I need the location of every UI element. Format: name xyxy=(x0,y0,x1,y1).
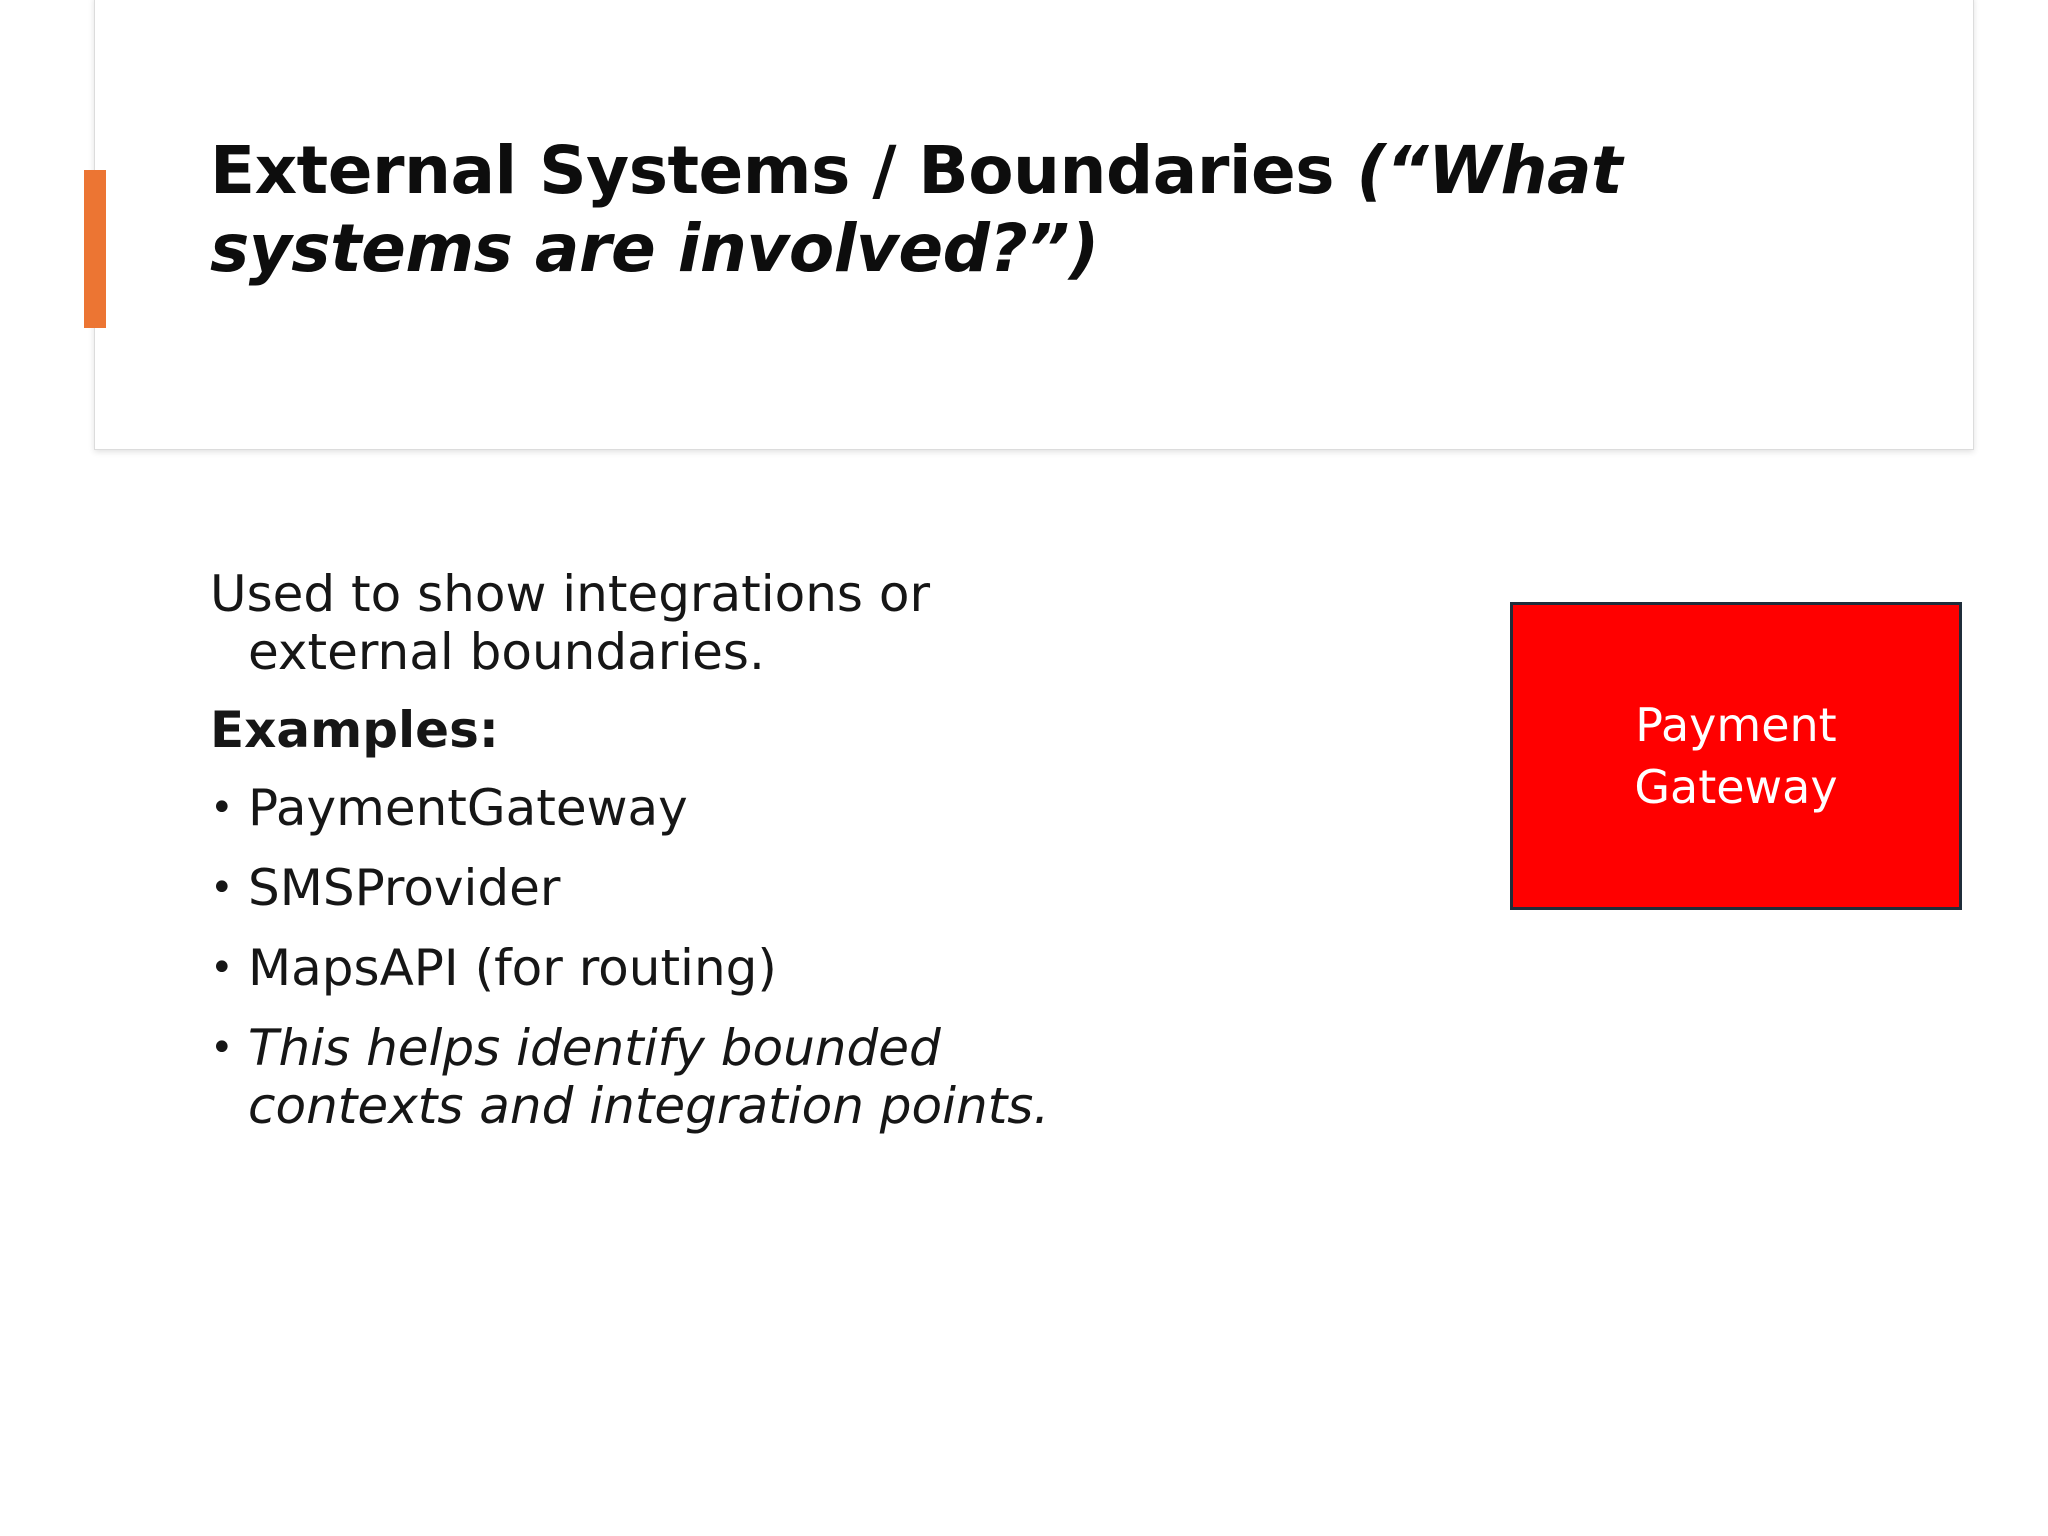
list-item-text: SMSProvider xyxy=(248,859,561,917)
list-item-text: PaymentGateway xyxy=(248,779,688,837)
slide-body xyxy=(210,565,1090,1157)
bullet-icon: • xyxy=(210,785,234,831)
bullet-icon: • xyxy=(210,1025,234,1071)
intro-text: Used to show integrations or external boundaries. xyxy=(210,565,930,681)
list-item xyxy=(210,859,1090,917)
examples-list xyxy=(210,779,1090,1135)
payment-gateway-box xyxy=(1510,602,1962,910)
slide-title-main: External Systems / Boundaries xyxy=(210,132,1357,209)
list-item-text: MapsAPI (for routing) xyxy=(248,939,777,997)
title-accent-bar xyxy=(84,170,106,328)
list-item xyxy=(210,939,1090,997)
list-item xyxy=(210,779,1090,837)
bullet-icon: • xyxy=(210,945,234,991)
slide-title xyxy=(210,132,1930,288)
payment-gateway-label: Payment Gateway xyxy=(1634,698,1838,814)
list-item xyxy=(210,1019,1090,1135)
slide-title-question: (“What systems are involved?”) xyxy=(210,132,1623,287)
bullet-icon: • xyxy=(210,865,234,911)
list-item-text: This helps identify bounded contexts and integration points. xyxy=(248,1019,1050,1135)
examples-label: Examples: xyxy=(210,701,499,759)
